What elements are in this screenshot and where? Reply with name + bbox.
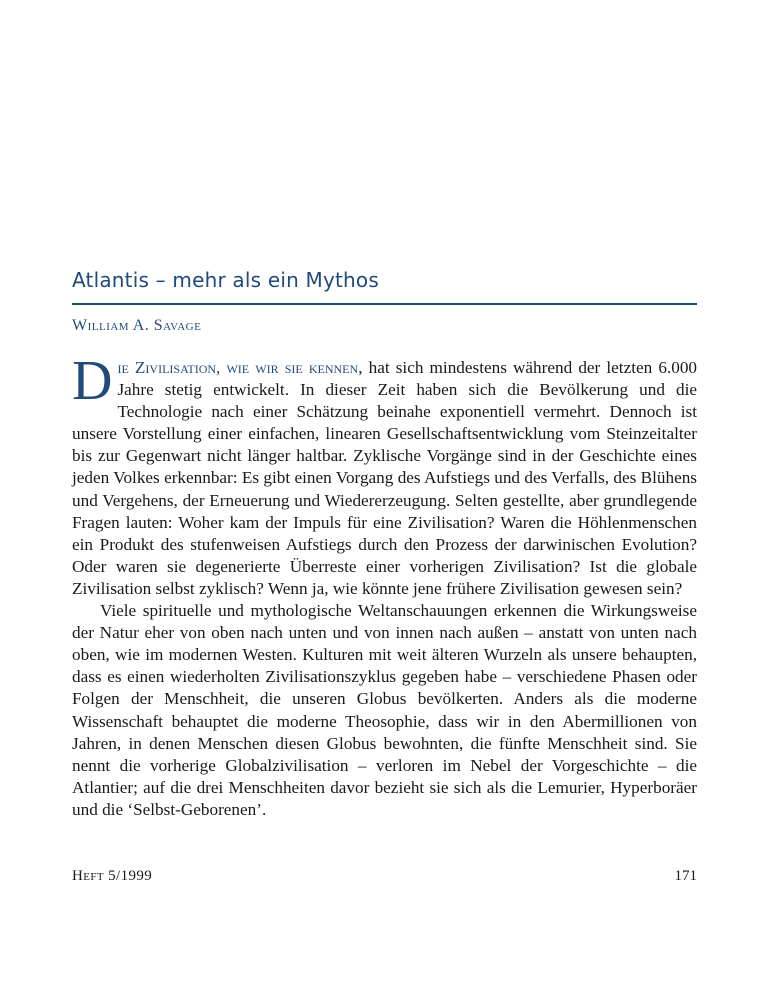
article-title: Atlantis – mehr als ein Mythos xyxy=(72,268,379,292)
page-footer xyxy=(72,868,697,885)
issue-label: Heft 5/1999 xyxy=(72,868,153,884)
paragraph-1 xyxy=(72,350,698,600)
article-body xyxy=(72,350,698,821)
page-number: 171 xyxy=(674,868,697,884)
paragraph-2: Viele spirituelle und mythologische Weltanschauungen erkennen die Wirkungsweise der Natur eher von oben nach unten und von innen nach außen – anstatt von unten nach oben, wie im modernen Westen. Kulturen mit weit älteren Wurzeln als unsere behaupten, dass es einen wiederholten Zivilisationszyklus gegeben habe – verschiedene Phasen oder Folgen der Menschheit, die unseren Globus bevölkerten. Anders als die moderne Wissenschaft behauptet die moderne Theosophie, dass wir in den Abermillionen von Jahren, in denen Menschen diesen Globus bewohnten, die fünfte Menschheit sind. Sie nennt die vorherige Globalzivilisation – verloren im Nebel der Vorgeschichte – die Atlantier; auf die drei Menschheiten davor bezieht sie sich als die Lemurier, Hyperboräer und die ‘Selbst-Geborenen’. xyxy=(72,601,697,819)
author-name: William A. Savage xyxy=(72,317,202,334)
title-divider xyxy=(72,303,697,305)
lead-in-text: ie Zivilisation, wie wir sie kennen xyxy=(117,358,359,377)
drop-cap: D xyxy=(72,350,113,412)
paragraph-1-text: , hat sich mindestens während der letzten 6.000 Jahre stetig entwickelt. In dieser Zeit haben sich die Bevölkerung und die Technologie nach einer Schätzung beinahe exponentiell vermehrt. Dennoch ist unsere Vorstellung einer einfachen, linearen Gesellschaftsentwicklung vom Steinzeitalter bis zur Gegenwart nicht länger haltbar. Zyklische Vorgänge sind in der Geschichte eines jeden Volkes erkennbar: Es gibt einen Vorgang des Aufstiegs und des Verfalls, des Blühens und Vergehens, der Erneuerung und Wiedererzeugung. Selten gestellte, aber grundlegende Fragen lauten: Woher kam der Impuls für eine Zivilisation? Waren die Höhlenmenschen ein Produkt des stufenweisen Aufstiegs durch den Prozess der darwinischen Evolution? Oder waren sie degenerierte Überreste einer vorherigen Zivilisation? Ist die globale Zivilisation selbst zyklisch? Wenn ja, wie könnte jene frühere Zivilisation gewesen sein? xyxy=(72,358,698,598)
